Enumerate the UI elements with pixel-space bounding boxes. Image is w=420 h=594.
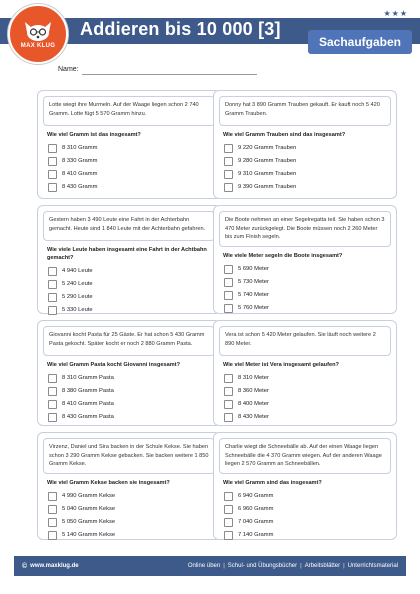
answer-option[interactable] [224,400,396,409]
answer-label: 5 140 Gramm Kekse [62,532,116,539]
answer-checkbox[interactable] [48,518,57,527]
task-card [37,320,221,426]
answer-label: 5 330 Leute [62,307,93,314]
answer-option[interactable] [224,157,396,166]
answer-option[interactable] [48,267,220,276]
answer-label: 8 330 Gramm [62,158,98,165]
task-question: Wie viele Meter segeln die Boote insgesamt? [223,252,343,259]
footer-links [188,563,398,569]
task-story: Charlie wiegt die Schneebälle ab. Auf der einen Waage liegen Schneebälle die 4 370 Gramm wiegen. Auf der anderen Waage liegen 2 570 Gramm an Schneebällen. [219,438,391,474]
answer-option[interactable] [48,170,220,179]
answer-checkbox[interactable] [48,157,57,166]
answer-checkbox[interactable] [224,291,233,300]
answer-checkbox[interactable] [224,387,233,396]
answer-checkbox[interactable] [48,374,57,383]
answer-checkbox[interactable] [48,267,57,276]
task-question: Wie viele Leute haben insgesamt eine Fahrt in der Achtbahn gemacht? [47,247,207,261]
task-story: Virzenz, Daniel und Sira backen in der Schule Kekse. Sie haben schon 3 290 Gramm Kekse gebacken. Sie backen weitere 1 850 Gramm Kekse. [43,438,215,474]
answer-label: 9 390 Gramm Trauben [238,184,297,191]
task-story: Gestern haben 3 490 Leute eine Fahrt in der Achterbahn gemacht. Heute sind 1 840 Leute mit der Achterbahn gefahren. [43,211,215,241]
task-question: Wie viel Gramm Trauben sind das insgesamt? [223,132,346,138]
task-card [213,90,397,199]
answer-option[interactable] [48,387,220,396]
answer-label: 9 220 Gramm Trauben [238,145,297,152]
answer-option[interactable] [48,400,220,409]
answer-option[interactable] [224,492,396,501]
task-card [37,205,221,314]
footer-separator: | [300,563,302,569]
answer-option[interactable] [48,531,220,540]
footer-link-worksheets[interactable]: Arbeitsblätter [304,563,341,569]
task-question: Wie viel Gramm ist das insgesamt? [47,132,141,138]
answer-checkbox[interactable] [48,531,57,540]
task-card [213,320,397,426]
answer-checkbox[interactable] [48,505,57,514]
answer-checkbox[interactable] [224,183,233,192]
answer-label: 8 410 Gramm Pasta [62,401,114,408]
answer-option[interactable] [224,265,396,274]
answer-option[interactable] [48,306,220,315]
max-klug-logo [8,4,68,64]
answer-option[interactable] [48,280,220,289]
copyright-icon: © [22,562,28,570]
answer-checkbox[interactable] [48,293,57,302]
footer-site [22,563,79,570]
task-question: Wie viel Gramm Kekse backen sie insgesamt? [47,479,170,486]
answer-label: 8 310 Meter [238,375,269,382]
answer-checkbox[interactable] [48,387,57,396]
footer-link-online[interactable]: Online üben [187,563,221,569]
task-card [37,90,221,199]
footer-separator: | [343,563,345,569]
answer-option[interactable] [48,183,220,192]
task-story: Giovanni kocht Pasta für 25 Gäste. Er hat schon 5 430 Gramm Pasta gekocht. Später kocht er noch 2 880 Gramm Pasta. [43,326,215,356]
name-label: Name: [58,66,79,73]
answer-label: 5 050 Gramm Kekse [62,519,116,526]
answer-option[interactable] [48,293,220,302]
task-question: Wie viel Meter ist Vera insgesamt gelaufen? [223,362,339,368]
answer-label: 5 740 Meter [238,292,269,299]
task-question: Wie viel Gramm Pasta kocht Giovanni insgesamt? [47,362,180,368]
task-story: Vera ist schon 5 420 Meter gelaufen. Sie läuft noch weitere 2 890 Meter. [219,326,391,356]
answer-label: 4 990 Gramm Kekse [62,493,116,500]
answer-option[interactable] [48,505,220,514]
answer-checkbox[interactable] [48,306,57,315]
answer-label: 8 360 Meter [238,388,269,395]
answer-checkbox[interactable] [224,492,233,501]
answer-option[interactable] [224,144,396,153]
answer-checkbox[interactable] [48,280,57,289]
answer-option[interactable] [48,413,220,422]
answer-label: 8 430 Gramm Pasta [62,414,114,421]
answer-option[interactable] [224,304,396,313]
answer-label: 4 940 Leute [62,268,93,275]
answer-label: 8 430 Gramm [62,184,98,191]
answer-checkbox[interactable] [224,518,233,527]
answer-option[interactable] [224,183,396,192]
task-card [213,205,397,314]
answer-checkbox[interactable] [224,400,233,409]
answer-label: 8 310 Gramm Pasta [62,375,114,382]
answer-checkbox[interactable] [224,144,233,153]
answer-label: 5 240 Leute [62,281,93,288]
answer-checkbox[interactable] [48,492,57,501]
difficulty-stars: ★★★ [383,9,408,18]
answer-option[interactable] [224,413,396,422]
answer-option[interactable] [224,505,396,514]
answer-option[interactable] [224,170,396,179]
answer-label: 9 310 Gramm Trauben [238,171,297,178]
answer-label: 7 140 Gramm [238,532,274,539]
fox-face-icon [23,20,53,42]
answer-label: 8 380 Gramm Pasta [62,388,114,395]
answer-option[interactable] [48,518,220,527]
answer-option[interactable] [48,374,220,383]
answer-checkbox[interactable] [224,531,233,540]
task-card [213,432,397,540]
answer-checkbox[interactable] [224,413,233,422]
answer-label: 8 430 Meter [238,414,269,421]
footer-bar [14,556,406,576]
answer-label: 9 280 Gramm Trauben [238,158,297,165]
answer-option[interactable] [224,531,396,540]
answer-label: 6 940 Gramm [238,493,274,500]
answer-checkbox[interactable] [48,144,57,153]
answer-label: 5 290 Leute [62,294,93,301]
answer-checkbox[interactable] [48,413,57,422]
footer-separator: | [223,563,225,569]
answer-label: 8 400 Meter [238,401,269,408]
page-title: Addieren bis 10 000 [3] [80,19,281,39]
name-input-line[interactable] [82,74,257,75]
answer-label: 7 040 Gramm [238,519,274,526]
task-story: Die Boote nehmen an einer Segelregatta teil. Sie haben schon 3 470 Meter zurückgelegt. Die Boote müssen noch 2 260 Meter bis zum Finish segeln. [219,211,391,247]
answer-label: 8 310 Gramm [62,145,98,152]
answer-label: 5 690 Meter [238,266,269,273]
logo-text: MAX KLUG [20,42,56,49]
answer-label: 5 040 Gramm Kekse [62,506,116,513]
answer-option[interactable] [48,157,220,166]
answer-label: 6 960 Gramm [238,506,274,513]
task-card [37,432,221,540]
answer-checkbox[interactable] [48,400,57,409]
answer-option[interactable] [224,374,396,383]
footer-link-books[interactable]: Schul- und Übungsbücher [227,563,298,569]
answer-checkbox[interactable] [224,278,233,287]
task-story: Donny hat 3 890 Gramm Trauben gekauft. Er kauft noch 5 420 Gramm Trauben. [219,96,391,126]
answer-checkbox[interactable] [48,183,57,192]
category-badge: Sachaufgaben [308,30,412,54]
site-link[interactable]: www.maxklug.de [30,563,79,569]
footer-link-material[interactable]: Unterrichtsmaterial [347,563,398,569]
task-question: Wie viel Gramm sind das insgesamt? [223,479,322,486]
worksheet-header [0,0,420,60]
answer-option[interactable] [224,518,396,527]
answer-checkbox[interactable] [224,505,233,514]
answer-label: 8 410 Gramm [62,171,98,178]
answer-checkbox[interactable] [224,374,233,383]
answer-label: 5 730 Meter [238,279,269,286]
answer-option[interactable] [224,387,396,396]
answer-checkbox[interactable] [224,157,233,166]
answer-option[interactable] [48,144,220,153]
answer-checkbox[interactable] [224,170,233,179]
task-story: Lotte wiegt ihre Murmeln. Auf der Waage liegen schon 2 740 Gramm. Lotte fügt 5 570 Gramm hinzu. [43,96,215,126]
answer-checkbox[interactable] [48,170,57,179]
answer-option[interactable] [48,492,220,501]
answer-checkbox[interactable] [224,265,233,274]
answer-option[interactable] [224,278,396,287]
answer-label: 5 760 Meter [238,305,269,312]
answer-option[interactable] [224,291,396,300]
answer-checkbox[interactable] [224,304,233,313]
